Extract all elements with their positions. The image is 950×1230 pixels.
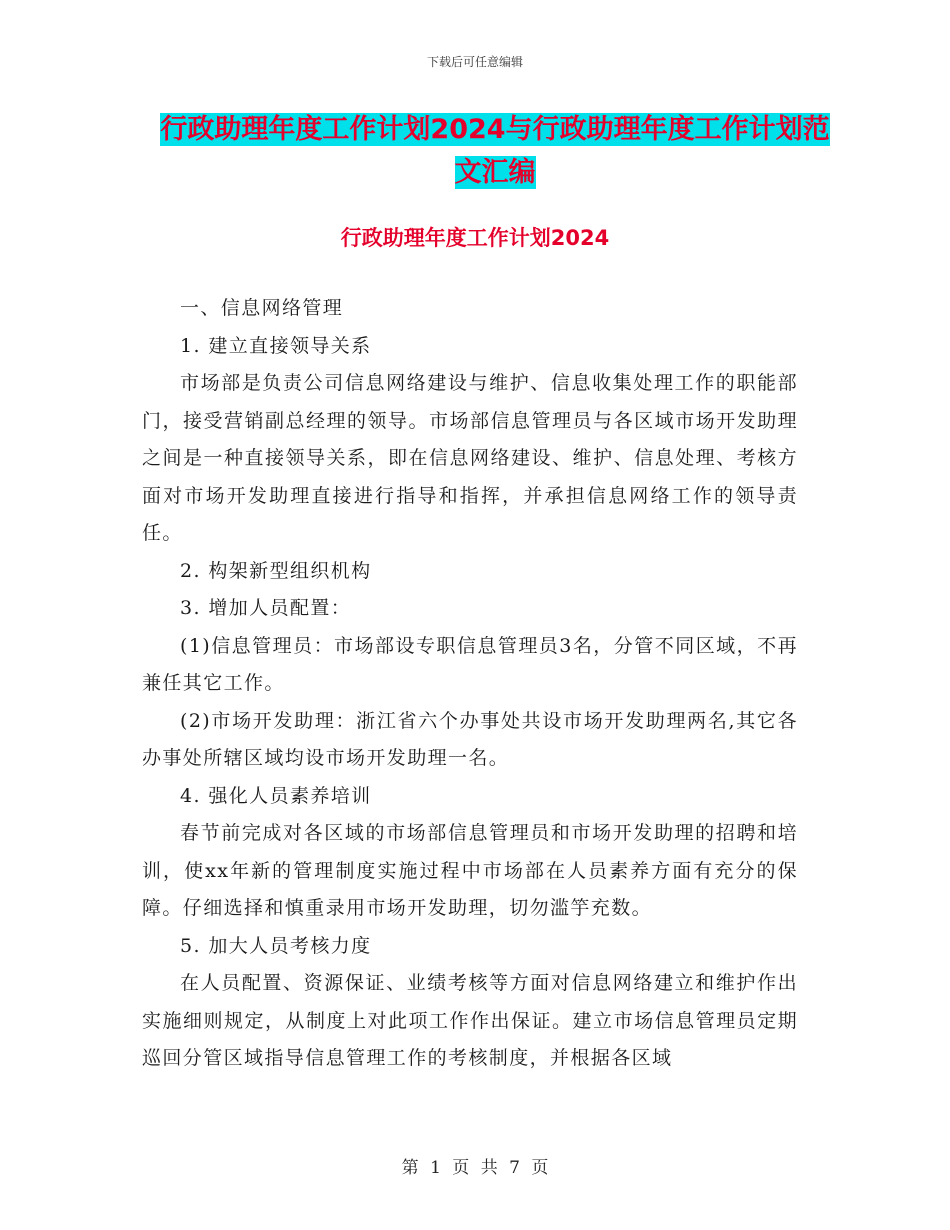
paragraph: 4. 强化人员素养培训 [180, 784, 372, 807]
section-title: 行政助理年度工作计划2024 [340, 226, 610, 250]
document-title-text: 行政助理年度工作计划2024与行政助理年度工作计划范文汇编 [160, 114, 830, 188]
paragraph: 3. 增加人员配置： [180, 597, 352, 619]
paragraph: 一、信息网络管理 [180, 297, 344, 319]
page-header-note: 下载后可任意编辑 [426, 55, 523, 69]
paragraph: (2)市场开发助理：浙江省六个办事处共设市场开发助理两名,其它各办事处所辖区域均设市场开发助理一名。 [142, 709, 798, 769]
paragraph: (1)信息管理员：市场部设专职信息管理员3名，分管不同区域，不再兼任其它工作。 [142, 634, 798, 694]
document-title [150, 108, 840, 194]
paragraph: 2. 构架新型组织机构 [180, 559, 372, 582]
paragraph: 在人员配置、资源保证、业绩考核等方面对信息网络建立和维护作出实施细则规定，从制度上对此项工作作出保证。建立市场信息管理员定期巡回分管区域指导信息管理工作的考核制度，并根据各区域 [142, 972, 798, 1069]
paragraph: 春节前完成对各区域的市场部信息管理员和市场开发助理的招聘和培训，使xx年新的管理制度实施过程中市场部在人员素养方面有充分的保障。仔细选择和慎重录用市场开发助理，切勿滥竽充数。 [142, 822, 798, 919]
page-number: 第 1 页 共 7 页 [401, 1158, 549, 1178]
paragraph: 1. 建立直接领导关系 [180, 334, 372, 357]
paragraph: 5. 加大人员考核力度 [180, 934, 372, 957]
document-body [142, 290, 798, 1078]
paragraph: 市场部是负责公司信息网络建设与维护、信息收集处理工作的职能部门，接受营销副总经理的领导。市场部信息管理员与各区域市场开发助理之间是一种直接领导关系，即在信息网络建设、维护、信息处理、考核方面对市场开发助理直接进行指导和指挥，并承担信息网络工作的领导责任。 [142, 372, 798, 544]
